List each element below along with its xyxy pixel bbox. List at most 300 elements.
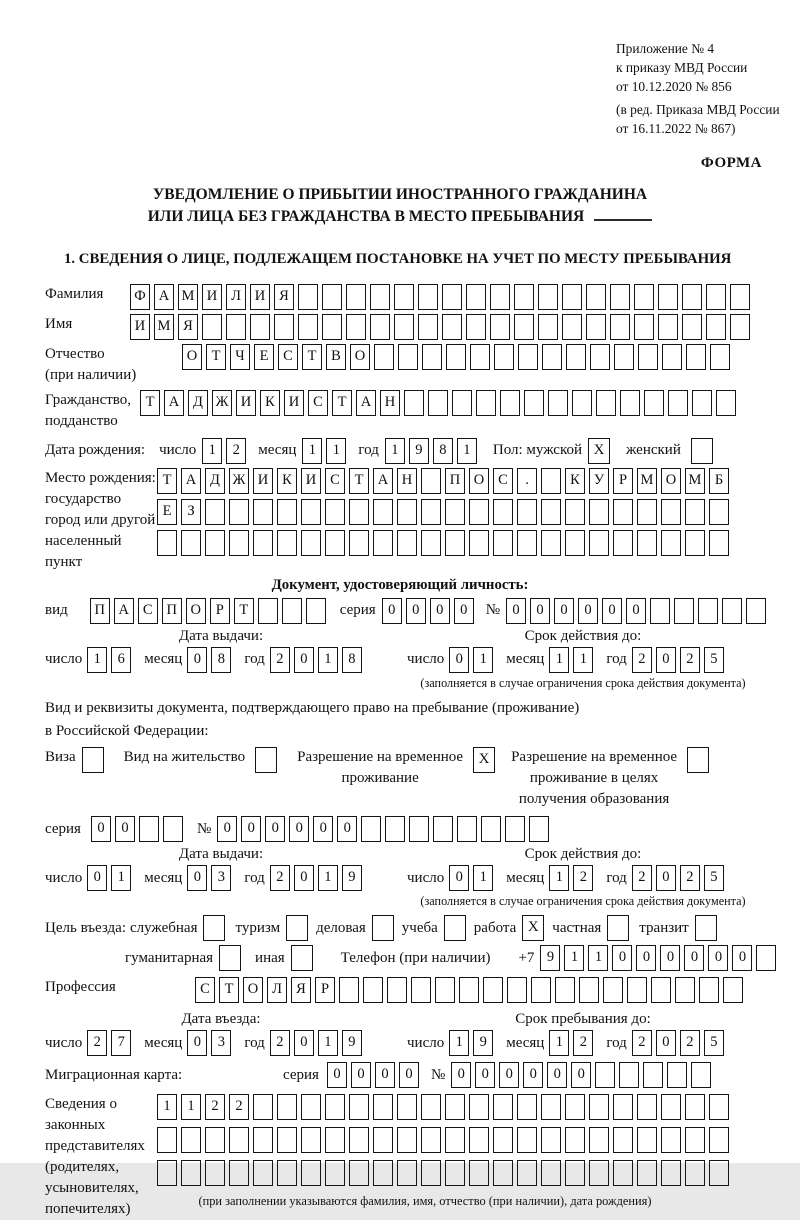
char-cell[interactable]: 2	[270, 865, 290, 891]
char-cell[interactable]	[229, 1160, 249, 1186]
char-cell[interactable]	[277, 530, 297, 556]
char-cell[interactable]	[398, 344, 418, 370]
char-cell[interactable]	[301, 530, 321, 556]
char-cell[interactable]	[637, 530, 657, 556]
char-cell[interactable]: К	[565, 468, 585, 494]
char-cell[interactable]	[586, 284, 606, 310]
char-cell[interactable]: Я	[291, 977, 311, 1003]
char-cell[interactable]: А	[181, 468, 201, 494]
char-cell[interactable]: 0	[451, 1062, 471, 1088]
char-cell[interactable]	[226, 314, 246, 340]
char-cell[interactable]: 1	[457, 438, 477, 464]
char-cell[interactable]	[298, 284, 318, 310]
char-cell[interactable]	[445, 1094, 465, 1120]
char-cell[interactable]	[699, 977, 719, 1003]
char-cell[interactable]: И	[301, 468, 321, 494]
char-cell[interactable]: 1	[111, 865, 131, 891]
char-cell[interactable]	[555, 977, 575, 1003]
char-cell[interactable]	[301, 1127, 321, 1153]
char-cell[interactable]	[691, 1062, 711, 1088]
char-cell[interactable]	[643, 1062, 663, 1088]
char-cell[interactable]	[661, 1127, 681, 1153]
char-cell[interactable]	[361, 816, 381, 842]
residence-permit-checkbox[interactable]	[255, 747, 277, 773]
char-cell[interactable]	[590, 344, 610, 370]
char-cell[interactable]: Т	[219, 977, 239, 1003]
char-cell[interactable]	[667, 1062, 687, 1088]
sex-male-checkbox[interactable]: X	[588, 438, 610, 464]
char-cell[interactable]: 2	[632, 1030, 652, 1056]
char-cell[interactable]	[493, 1160, 513, 1186]
char-cell[interactable]: И	[284, 390, 304, 416]
char-cell[interactable]	[346, 284, 366, 310]
char-cell[interactable]	[565, 530, 585, 556]
char-cell[interactable]	[709, 1127, 729, 1153]
char-cell[interactable]	[661, 499, 681, 525]
char-cell[interactable]: Т	[140, 390, 160, 416]
char-cell[interactable]	[387, 977, 407, 1003]
char-cell[interactable]	[710, 344, 730, 370]
char-cell[interactable]	[507, 977, 527, 1003]
char-cell[interactable]: 0	[294, 647, 314, 673]
char-cell[interactable]	[692, 390, 712, 416]
char-cell[interactable]: 0	[449, 647, 469, 673]
char-cell[interactable]	[562, 314, 582, 340]
char-cell[interactable]	[250, 314, 270, 340]
char-cell[interactable]	[325, 530, 345, 556]
char-cell[interactable]: 0	[187, 865, 207, 891]
char-cell[interactable]: 0	[656, 647, 676, 673]
char-cell[interactable]: 0	[612, 945, 632, 971]
char-cell[interactable]	[706, 284, 726, 310]
char-cell[interactable]	[373, 1127, 393, 1153]
char-cell[interactable]	[493, 1094, 513, 1120]
char-cell[interactable]	[445, 1127, 465, 1153]
char-cell[interactable]	[459, 977, 479, 1003]
char-cell[interactable]: 9	[409, 438, 429, 464]
char-cell[interactable]: 1	[449, 1030, 469, 1056]
char-cell[interactable]	[418, 314, 438, 340]
char-cell[interactable]: 0	[115, 816, 135, 842]
char-cell[interactable]	[469, 499, 489, 525]
char-cell[interactable]: 0	[351, 1062, 371, 1088]
char-cell[interactable]	[613, 1094, 633, 1120]
char-cell[interactable]: 1	[473, 647, 493, 673]
char-cell[interactable]: 0	[578, 598, 598, 624]
char-cell[interactable]	[469, 1160, 489, 1186]
char-cell[interactable]: 0	[430, 598, 450, 624]
char-cell[interactable]: 0	[475, 1062, 495, 1088]
char-cell[interactable]: 1	[564, 945, 584, 971]
char-cell[interactable]: Т	[234, 598, 254, 624]
char-cell[interactable]	[565, 1094, 585, 1120]
char-cell[interactable]: И	[253, 468, 273, 494]
char-cell[interactable]: 0	[382, 598, 402, 624]
char-cell[interactable]	[157, 1160, 177, 1186]
char-cell[interactable]: О	[350, 344, 370, 370]
char-cell[interactable]	[253, 499, 273, 525]
char-cell[interactable]: 0	[684, 945, 704, 971]
char-cell[interactable]	[229, 530, 249, 556]
char-cell[interactable]: Л	[226, 284, 246, 310]
char-cell[interactable]: К	[260, 390, 280, 416]
char-cell[interactable]	[541, 468, 561, 494]
char-cell[interactable]	[325, 1127, 345, 1153]
char-cell[interactable]	[637, 1127, 657, 1153]
char-cell[interactable]: 1	[385, 438, 405, 464]
char-cell[interactable]	[637, 1094, 657, 1120]
char-cell[interactable]	[490, 314, 510, 340]
char-cell[interactable]	[306, 598, 326, 624]
char-cell[interactable]	[370, 314, 390, 340]
char-cell[interactable]: 1	[318, 647, 338, 673]
char-cell[interactable]	[644, 390, 664, 416]
char-cell[interactable]	[301, 1094, 321, 1120]
char-cell[interactable]	[620, 390, 640, 416]
char-cell[interactable]: 0	[337, 816, 357, 842]
char-cell[interactable]: А	[373, 468, 393, 494]
char-cell[interactable]: 0	[554, 598, 574, 624]
char-cell[interactable]	[586, 314, 606, 340]
char-cell[interactable]: Т	[349, 468, 369, 494]
char-cell[interactable]: А	[164, 390, 184, 416]
char-cell[interactable]	[518, 344, 538, 370]
char-cell[interactable]: 0	[313, 816, 333, 842]
char-cell[interactable]: 0	[399, 1062, 419, 1088]
char-cell[interactable]	[682, 314, 702, 340]
char-cell[interactable]	[541, 530, 561, 556]
char-cell[interactable]	[613, 1160, 633, 1186]
char-cell[interactable]	[229, 1127, 249, 1153]
char-cell[interactable]	[421, 468, 441, 494]
char-cell[interactable]: 1	[318, 865, 338, 891]
char-cell[interactable]	[205, 499, 225, 525]
char-cell[interactable]	[682, 284, 702, 310]
char-cell[interactable]	[322, 284, 342, 310]
char-cell[interactable]: К	[277, 468, 297, 494]
char-cell[interactable]: 0	[708, 945, 728, 971]
char-cell[interactable]	[181, 530, 201, 556]
char-cell[interactable]: О	[243, 977, 263, 1003]
char-cell[interactable]: 1	[549, 865, 569, 891]
char-cell[interactable]	[445, 530, 465, 556]
char-cell[interactable]	[662, 344, 682, 370]
char-cell[interactable]	[397, 1160, 417, 1186]
char-cell[interactable]	[613, 530, 633, 556]
char-cell[interactable]	[282, 598, 302, 624]
char-cell[interactable]	[374, 344, 394, 370]
char-cell[interactable]: Д	[188, 390, 208, 416]
char-cell[interactable]: А	[154, 284, 174, 310]
char-cell[interactable]	[373, 530, 393, 556]
char-cell[interactable]	[202, 314, 222, 340]
char-cell[interactable]	[394, 314, 414, 340]
char-cell[interactable]: 9	[473, 1030, 493, 1056]
char-cell[interactable]	[674, 598, 694, 624]
char-cell[interactable]	[277, 1094, 297, 1120]
char-cell[interactable]	[277, 499, 297, 525]
char-cell[interactable]	[548, 390, 568, 416]
char-cell[interactable]	[373, 1094, 393, 1120]
char-cell[interactable]	[181, 1127, 201, 1153]
char-cell[interactable]	[163, 816, 183, 842]
char-cell[interactable]: 1	[573, 647, 593, 673]
char-cell[interactable]	[517, 530, 537, 556]
char-cell[interactable]	[685, 1160, 705, 1186]
temp-residence-checkbox[interactable]: X	[473, 747, 495, 773]
char-cell[interactable]	[422, 344, 442, 370]
char-cell[interactable]	[589, 530, 609, 556]
char-cell[interactable]	[661, 1094, 681, 1120]
char-cell[interactable]	[494, 344, 514, 370]
char-cell[interactable]: И	[202, 284, 222, 310]
char-cell[interactable]: С	[493, 468, 513, 494]
char-cell[interactable]	[709, 1094, 729, 1120]
char-cell[interactable]	[466, 284, 486, 310]
char-cell[interactable]: 0	[530, 598, 550, 624]
char-cell[interactable]: Т	[302, 344, 322, 370]
char-cell[interactable]	[476, 390, 496, 416]
char-cell[interactable]	[589, 1127, 609, 1153]
char-cell[interactable]	[490, 284, 510, 310]
char-cell[interactable]	[566, 344, 586, 370]
char-cell[interactable]: 2	[87, 1030, 107, 1056]
char-cell[interactable]	[565, 1127, 585, 1153]
char-cell[interactable]	[685, 1127, 705, 1153]
char-cell[interactable]: 0	[571, 1062, 591, 1088]
char-cell[interactable]: С	[308, 390, 328, 416]
char-cell[interactable]	[579, 977, 599, 1003]
char-cell[interactable]	[565, 1160, 585, 1186]
char-cell[interactable]	[445, 1160, 465, 1186]
char-cell[interactable]: С	[278, 344, 298, 370]
char-cell[interactable]: 0	[656, 865, 676, 891]
char-cell[interactable]: 1	[549, 647, 569, 673]
char-cell[interactable]: 1	[473, 865, 493, 891]
char-cell[interactable]	[685, 499, 705, 525]
char-cell[interactable]	[709, 530, 729, 556]
char-cell[interactable]	[716, 390, 736, 416]
char-cell[interactable]	[661, 1160, 681, 1186]
char-cell[interactable]	[481, 816, 501, 842]
char-cell[interactable]: 1	[326, 438, 346, 464]
char-cell[interactable]	[421, 1094, 441, 1120]
char-cell[interactable]	[500, 390, 520, 416]
char-cell[interactable]: 0	[406, 598, 426, 624]
char-cell[interactable]	[157, 1127, 177, 1153]
char-cell[interactable]	[157, 530, 177, 556]
char-cell[interactable]	[385, 816, 405, 842]
char-cell[interactable]: 0	[294, 1030, 314, 1056]
char-cell[interactable]: З	[181, 499, 201, 525]
char-cell[interactable]	[418, 284, 438, 310]
char-cell[interactable]: Р	[315, 977, 335, 1003]
char-cell[interactable]: П	[445, 468, 465, 494]
char-cell[interactable]	[493, 1127, 513, 1153]
char-cell[interactable]	[349, 530, 369, 556]
char-cell[interactable]	[505, 816, 525, 842]
char-cell[interactable]: Д	[205, 468, 225, 494]
char-cell[interactable]: 3	[211, 865, 231, 891]
char-cell[interactable]: Е	[254, 344, 274, 370]
char-cell[interactable]: Р	[210, 598, 230, 624]
char-cell[interactable]: 8	[342, 647, 362, 673]
char-cell[interactable]: 0	[499, 1062, 519, 1088]
char-cell[interactable]	[730, 284, 750, 310]
char-cell[interactable]: М	[637, 468, 657, 494]
char-cell[interactable]	[596, 390, 616, 416]
char-cell[interactable]: 0	[449, 865, 469, 891]
char-cell[interactable]: Н	[397, 468, 417, 494]
char-cell[interactable]	[637, 1160, 657, 1186]
char-cell[interactable]	[723, 977, 743, 1003]
char-cell[interactable]	[541, 1160, 561, 1186]
char-cell[interactable]	[363, 977, 383, 1003]
char-cell[interactable]	[562, 284, 582, 310]
char-cell[interactable]	[493, 499, 513, 525]
char-cell[interactable]	[685, 530, 705, 556]
char-cell[interactable]	[442, 314, 462, 340]
char-cell[interactable]: 5	[704, 1030, 724, 1056]
char-cell[interactable]	[397, 499, 417, 525]
purpose-other-checkbox[interactable]	[291, 945, 313, 971]
char-cell[interactable]	[349, 1094, 369, 1120]
char-cell[interactable]	[277, 1160, 297, 1186]
char-cell[interactable]: 2	[680, 647, 700, 673]
char-cell[interactable]	[349, 1160, 369, 1186]
char-cell[interactable]	[542, 344, 562, 370]
char-cell[interactable]: Т	[332, 390, 352, 416]
char-cell[interactable]	[469, 1127, 489, 1153]
purpose-transit-checkbox[interactable]	[695, 915, 717, 941]
char-cell[interactable]	[589, 499, 609, 525]
char-cell[interactable]	[258, 598, 278, 624]
char-cell[interactable]: 0	[87, 865, 107, 891]
char-cell[interactable]	[205, 1160, 225, 1186]
char-cell[interactable]	[373, 499, 393, 525]
char-cell[interactable]	[325, 499, 345, 525]
char-cell[interactable]: 0	[506, 598, 526, 624]
char-cell[interactable]: 2	[573, 865, 593, 891]
char-cell[interactable]	[339, 977, 359, 1003]
char-cell[interactable]	[433, 816, 453, 842]
char-cell[interactable]	[595, 1062, 615, 1088]
char-cell[interactable]: И	[130, 314, 150, 340]
char-cell[interactable]	[603, 977, 623, 1003]
char-cell[interactable]	[325, 1160, 345, 1186]
char-cell[interactable]: 0	[241, 816, 261, 842]
char-cell[interactable]	[349, 499, 369, 525]
char-cell[interactable]: С	[138, 598, 158, 624]
char-cell[interactable]	[565, 499, 585, 525]
char-cell[interactable]: 2	[680, 1030, 700, 1056]
char-cell[interactable]: 1	[302, 438, 322, 464]
char-cell[interactable]	[298, 314, 318, 340]
visa-checkbox[interactable]	[82, 747, 104, 773]
char-cell[interactable]: 0	[289, 816, 309, 842]
char-cell[interactable]	[661, 530, 681, 556]
char-cell[interactable]: 0	[626, 598, 646, 624]
char-cell[interactable]	[514, 284, 534, 310]
char-cell[interactable]	[452, 390, 472, 416]
char-cell[interactable]	[346, 314, 366, 340]
purpose-tourism-checkbox[interactable]	[286, 915, 308, 941]
char-cell[interactable]: 0	[327, 1062, 347, 1088]
char-cell[interactable]: О	[182, 344, 202, 370]
char-cell[interactable]: 0	[294, 865, 314, 891]
char-cell[interactable]: Р	[613, 468, 633, 494]
char-cell[interactable]: У	[589, 468, 609, 494]
char-cell[interactable]	[253, 1160, 273, 1186]
char-cell[interactable]: 0	[187, 1030, 207, 1056]
char-cell[interactable]: Л	[267, 977, 287, 1003]
char-cell[interactable]	[706, 314, 726, 340]
char-cell[interactable]: 1	[87, 647, 107, 673]
char-cell[interactable]	[397, 530, 417, 556]
char-cell[interactable]: 0	[602, 598, 622, 624]
char-cell[interactable]: 1	[549, 1030, 569, 1056]
char-cell[interactable]: 1	[588, 945, 608, 971]
char-cell[interactable]	[529, 816, 549, 842]
char-cell[interactable]: Б	[709, 468, 729, 494]
char-cell[interactable]	[651, 977, 671, 1003]
char-cell[interactable]	[517, 1127, 537, 1153]
char-cell[interactable]	[469, 530, 489, 556]
char-cell[interactable]	[181, 1160, 201, 1186]
char-cell[interactable]: О	[661, 468, 681, 494]
char-cell[interactable]: О	[186, 598, 206, 624]
char-cell[interactable]	[613, 499, 633, 525]
char-cell[interactable]	[668, 390, 688, 416]
char-cell[interactable]: Я	[274, 284, 294, 310]
char-cell[interactable]: Н	[380, 390, 400, 416]
char-cell[interactable]: Ж	[229, 468, 249, 494]
char-cell[interactable]: 2	[229, 1094, 249, 1120]
char-cell[interactable]: 1	[318, 1030, 338, 1056]
char-cell[interactable]	[675, 977, 695, 1003]
char-cell[interactable]: Ж	[212, 390, 232, 416]
char-cell[interactable]: М	[154, 314, 174, 340]
char-cell[interactable]	[139, 816, 159, 842]
char-cell[interactable]: 2	[632, 647, 652, 673]
purpose-commercial-checkbox[interactable]	[372, 915, 394, 941]
char-cell[interactable]	[637, 499, 657, 525]
char-cell[interactable]: П	[90, 598, 110, 624]
char-cell[interactable]	[541, 1127, 561, 1153]
char-cell[interactable]: .	[517, 468, 537, 494]
char-cell[interactable]: И	[250, 284, 270, 310]
char-cell[interactable]	[614, 344, 634, 370]
char-cell[interactable]	[634, 314, 654, 340]
char-cell[interactable]: 0	[454, 598, 474, 624]
char-cell[interactable]	[650, 598, 670, 624]
char-cell[interactable]	[470, 344, 490, 370]
char-cell[interactable]	[457, 816, 477, 842]
char-cell[interactable]: А	[114, 598, 134, 624]
char-cell[interactable]: Я	[178, 314, 198, 340]
char-cell[interactable]	[370, 284, 390, 310]
char-cell[interactable]: 9	[540, 945, 560, 971]
char-cell[interactable]: 0	[187, 647, 207, 673]
char-cell[interactable]: Ч	[230, 344, 250, 370]
char-cell[interactable]: С	[325, 468, 345, 494]
char-cell[interactable]	[325, 1094, 345, 1120]
char-cell[interactable]	[253, 1094, 273, 1120]
char-cell[interactable]: 2	[205, 1094, 225, 1120]
char-cell[interactable]: 1	[157, 1094, 177, 1120]
char-cell[interactable]: 5	[704, 865, 724, 891]
char-cell[interactable]	[722, 598, 742, 624]
